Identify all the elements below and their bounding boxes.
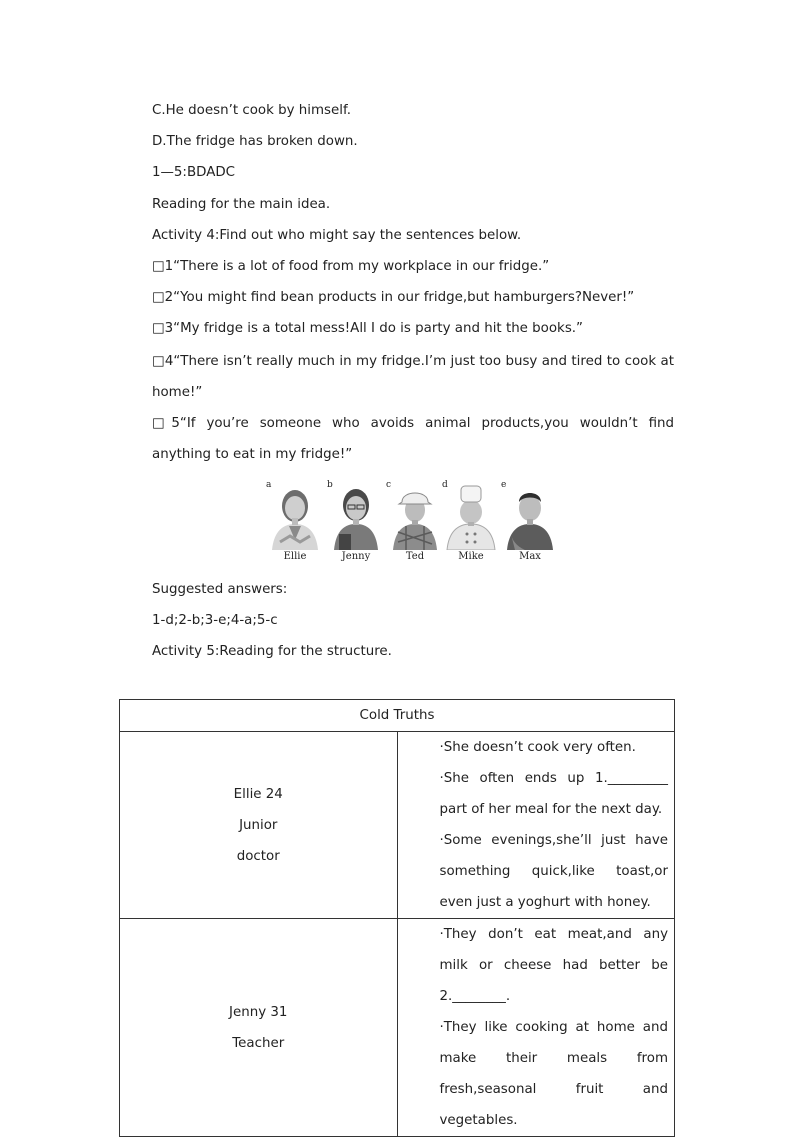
quote-4-text: □4“There isn’t really much in my fridge.I’m just too busy and tired to cook at home!” (152, 354, 674, 400)
cold-truths-table (119, 699, 675, 1137)
option-c: C.He doesn’t cook by himself. (152, 103, 351, 118)
table-row (120, 732, 675, 919)
quote-1: □1“There is a lot of food from my workplace in our fridge.” (152, 259, 550, 274)
person-cell (120, 919, 398, 1137)
bullet: ·She often ends up 1._________ part of her meal for the next day. (439, 771, 668, 817)
suggested-answers: 1-d;2-b;3-e;4-a;5-c (152, 613, 278, 628)
person-letter: b (327, 480, 333, 490)
chef-portrait-icon (444, 482, 498, 550)
person-job: Teacher (232, 1035, 285, 1051)
person-letter: a (266, 480, 272, 490)
teacher-portrait-icon (329, 482, 383, 550)
reading-main-idea: Reading for the main idea. (152, 197, 331, 212)
people-photos (266, 480, 560, 566)
details-cell (397, 919, 675, 1137)
activity5-heading: Activity 5:Reading for the structure. (152, 644, 392, 659)
quote-5-text: □5“If you’re someone who avoids animal products,you wouldn’t find anything to eat in my fridge!” (152, 416, 674, 462)
person-name-age: Ellie 24 (233, 786, 283, 802)
person-jenny (327, 480, 385, 566)
quote-4 (120, 346, 674, 408)
person-name: Ellie (283, 551, 307, 562)
quote-5 (120, 408, 674, 470)
person-ellie (266, 480, 324, 566)
bullet: ·They like cooking at home and make their meals from fresh,seasonal fruit and vegetables. (439, 1020, 668, 1128)
doctor-portrait-icon (268, 482, 322, 550)
student-portrait-icon (503, 482, 557, 550)
quote-3: □3“My fridge is a total mess!All I do is party and hit the books.” (152, 321, 583, 336)
bullet: ·They don’t eat meat,and any milk or cheese had better be 2.________. (439, 927, 668, 1004)
suggested-heading: Suggested answers: (152, 582, 288, 597)
person-cell (120, 732, 398, 919)
quote-2: □2“You might find bean products in our fridge,but hamburgers?Never!” (152, 290, 635, 305)
bullet: ·She doesn’t cook very often. (439, 740, 636, 755)
person-name: Max (519, 551, 541, 562)
table-row (120, 919, 675, 1137)
activity4-heading: Activity 4:Find out who might say the sentences below. (152, 228, 522, 243)
person-name: Mike (458, 551, 484, 562)
bullet: ·Some evenings,she’ll just have something quick,like toast,or even just a yoghurt with honey. (439, 833, 668, 910)
person-ted (386, 480, 444, 566)
person-mike (442, 480, 500, 566)
details-cell (397, 732, 675, 919)
person-letter: d (442, 480, 448, 490)
person-letter: e (501, 480, 507, 490)
person-name: Jenny (341, 551, 371, 562)
option-d: D.The fridge has broken down. (152, 134, 358, 149)
person-max (501, 480, 559, 566)
person-name-age: Jenny 31 (229, 1004, 288, 1020)
person-job: doctor (236, 848, 280, 864)
table-title: Cold Truths (120, 700, 675, 732)
worker-portrait-icon (388, 482, 442, 550)
answer-key: 1—5:BDADC (152, 165, 236, 180)
person-letter: c (386, 480, 392, 490)
person-job: Junior (239, 817, 278, 833)
person-name: Ted (405, 551, 425, 562)
